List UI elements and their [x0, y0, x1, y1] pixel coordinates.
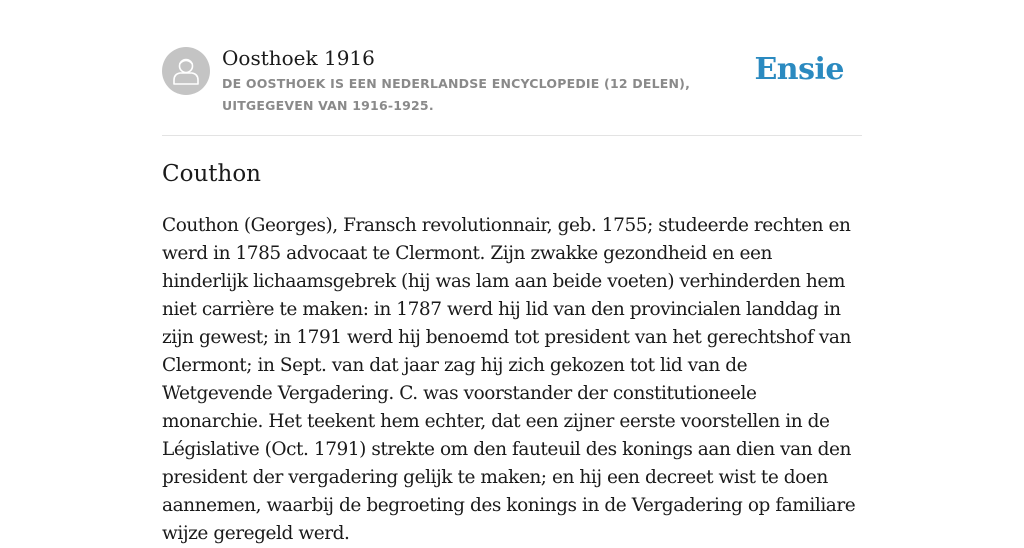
brand-logo-link[interactable]: Ensie — [754, 52, 844, 87]
avatar[interactable] — [162, 47, 210, 95]
entry-title: Couthon — [162, 161, 261, 187]
entry-body: Couthon (Georges), Fransch revolutionnair, geb. 1755; studeerde rechten en werd in 1785 advocaat te Clermont. Zijn zwakke gezondheid en een hinderlijk lichaamsgebrek (hij was lam aan beide voeten) verhinderden hem niet carrière te maken: in 1787 werd hij lid van den provincialen landdag in zijn gewest; in 1791 werd hij benoemd tot president van het gerechtshof van Clermont; in Sept. van dat jaar zag hij zich gekozen tot lid van de Wetgevende Vergadering. C. was voorstander der constitutioneele monarchie. Het teekent hem echter, dat een zijner eerste voorstellen in de Législative (Oct. 1791) strekte om den fauteuil des konings aan dien van den president der vergadering gelijk te maken; en hij een decreet wist te doen aannemen, waarbij de begroeting des konings in de Vergadering op familiare wijze geregeld werd. — [162, 215, 856, 544]
source-description: DE OOSTHOEK IS EEN NEDERLANDSE ENCYCLOPEDIE (12 DELEN), UITGEGEVEN VAN 1916-1925. — [222, 76, 691, 113]
user-silhouette-icon — [162, 47, 210, 95]
source-header — [162, 46, 862, 116]
source-title[interactable]: Oosthoek 1916 — [222, 46, 375, 70]
header-divider — [162, 135, 862, 136]
